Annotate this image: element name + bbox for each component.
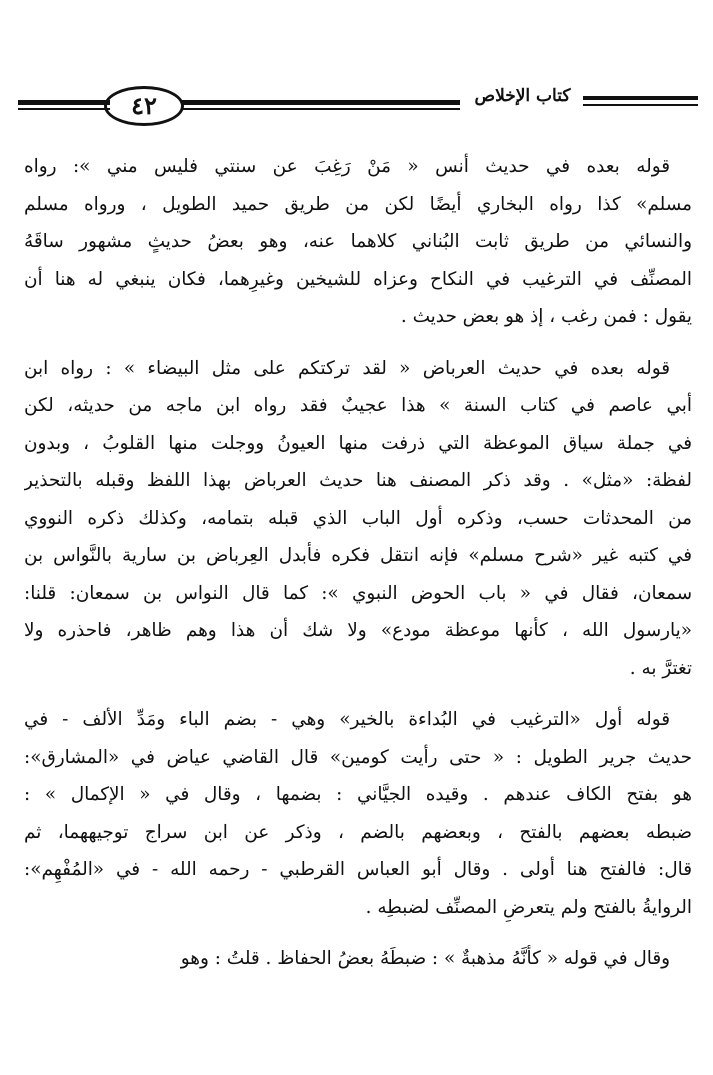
- text-line: حديث جرير الطويل : « حتى رأيت كومين» قال القاضي عياض في «المشارق»:: [24, 746, 692, 768]
- paragraph: [24, 148, 692, 336]
- text-line: والنسائي من طريق ثابت البُناني كلاهما عنه، وهو بعضُ حديثٍ مشهور ساقَهُ: [24, 231, 692, 252]
- book-title: كتاب الإخلاص: [474, 86, 571, 106]
- page-body: [24, 148, 692, 992]
- text-line: في كتبه غير «شرح مسلم» فإنه انتقل فكره فأبدل العِرباض بن سارية بالنَّواس بن: [24, 545, 692, 566]
- header-rule: [18, 108, 110, 110]
- text-line: قال: فالفتح هنا أولى . وقال أبو العباس القرطبي - رحمه الله - في «المُفْهِم»:: [24, 859, 692, 880]
- text-line: الروايةُ بالفتح ولم يتعرضِ المصنِّف لضبطِه .: [365, 896, 692, 918]
- text-line: «يارسول الله ، كأنها موعظة مودع» ولا شك أن هذا وهم ظاهر، فاحذره ولا: [24, 620, 692, 641]
- text-line: وقال في قوله « كأنَّهُ مذهبةٌ » : ضبطَهُ بعضُ الحفاظ . قلتُ : وهو: [180, 948, 670, 969]
- header-rule: [583, 96, 698, 100]
- header-rule: [182, 108, 460, 110]
- text-line: مسلم» كذا رواه البخاري أيضًا لكن من طريق حميد الطويل ، ورواه مسلم: [24, 193, 692, 215]
- text-line: لفظة: «مثل» . وقد ذكر المصنف هنا حديث العرباض بهذا اللفظ وقبله بالتحذير: [24, 470, 692, 491]
- text-line: سمعان، فقال في « باب الحوض النبوي »: كما قال النواس بن سمعان: قلنا:: [24, 582, 692, 604]
- text-line: يقول : فمن رغب ، إذ هو بعض حديث .: [400, 306, 692, 327]
- text-line: تغترَّ به .: [629, 657, 692, 679]
- text-line: المصنِّف في الترغيب في النكاح وعزاه للشيخين وغيرِهما، فكان ينبغي له هنا أن: [24, 268, 692, 290]
- header-rule: [18, 100, 110, 105]
- page-number-oval: [104, 86, 184, 126]
- text-line: ضبطه بعضهم بالفتح ، وبعضهم بالضم ، وذكر عن ابن سراج توجيههما، ثم: [24, 821, 692, 843]
- text-line: قوله بعده في حديث العرباض « لقد تركتكم على مثل البيضاء » : رواه ابن: [24, 357, 670, 379]
- text-line: قوله بعده في حديث أنس « مَنْ رَغِبَ عن سنتي فليس مني »: رواه: [24, 156, 670, 177]
- header-rule: [583, 104, 698, 106]
- header-rule: [182, 100, 460, 105]
- text-line: في جملة سياق الموعظة التي ذرفت منها العيونُ ووجلت منها القلوبُ ، وبدون: [24, 432, 692, 454]
- text-line: هو بفتح الكاف عندهم . وقيده الجيَّاني : بضمها ، وقال في « الإكمال » :: [24, 784, 692, 805]
- paragraph: [24, 940, 692, 978]
- paragraph: [24, 350, 692, 688]
- text-line: أبي عاصم في كتاب السنة » هذا عجيبٌ فقد رواه ابن ماجه من حديثه، لكن: [24, 395, 692, 416]
- text-line: من المحدثات حسب، وذكره أول الباب الذي قبله بتمامه، وكذلك ذكره النووي: [24, 507, 692, 529]
- page-number: ٤٢: [131, 91, 157, 120]
- text-line: قوله أول «الترغيب في البُداءة بالخير» وهي - بضم الباء ومَدِّ الألف - في: [24, 709, 670, 730]
- page-header: [18, 84, 698, 134]
- paragraph: [24, 701, 692, 926]
